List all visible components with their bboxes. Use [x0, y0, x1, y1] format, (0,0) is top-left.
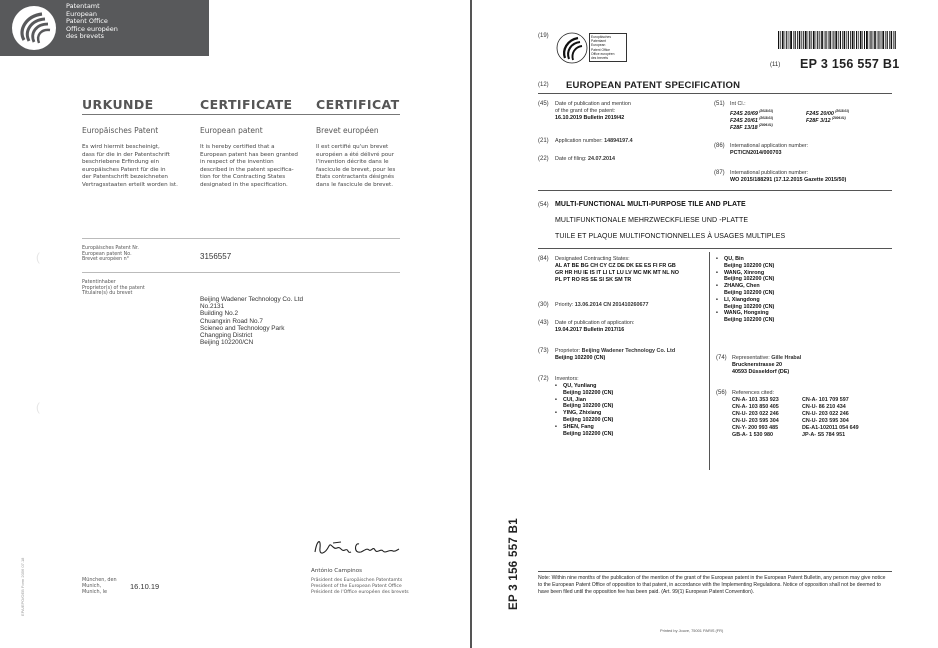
inventor-city: Beijing 102200 (CN): [724, 276, 775, 283]
reference-item: CN-U- 203 022 246: [732, 410, 779, 417]
intcl-entry: F24S 20/00 $^{(2018.01)}$: [806, 109, 850, 117]
certification-text-de: Es wird hiermit bescheinigt, dass für die in der Patentschrift beschriebene Erfindung ein europäisches Patent für die in der Patentschrift bezeichneten Vertragsstaaten erteilt worden ist.: [82, 144, 178, 188]
reference-item: CN-U- 203 022 246: [802, 410, 849, 417]
subheading-fr: Brevet européen: [316, 126, 379, 135]
office-name-line: European: [66, 9, 97, 18]
inid-84: (84): [538, 256, 549, 262]
office-name-line: Patentamt: [66, 2, 100, 10]
intl-application-number: PCT/CN2014/000703: [730, 150, 782, 156]
signature-image: [311, 534, 401, 560]
certification-text-en: It is hereby certified that a European patent has been granted in respect of the invention described in the patent specifica- tion for the Contracting States designated in the specification.: [200, 144, 298, 188]
intl-application-label: International application number:: [730, 143, 809, 149]
inid-51: (51): [714, 101, 725, 107]
certification-text-fr: Il est certifié qu'un brevet européen a été délivré pour l'invention décrite dans le fascicule de brevet, pour les Etats contractants désignés dans le fascicule de brevet.: [316, 144, 396, 188]
inid-43: (43): [538, 320, 549, 326]
priority: Priority: 13.06.2014 CN 201410260677: [555, 302, 649, 308]
reference-item: CN-Y- 200 993 485: [732, 424, 779, 431]
reference-item: CN-A- 101 709 597: [802, 397, 849, 403]
subheading-de: Europäisches Patent: [82, 126, 159, 135]
intcl-entry: F28F 13/18 $^{(2006.01)}$: [730, 123, 773, 131]
inid-12: (12): [538, 82, 549, 88]
references-left: [732, 397, 779, 438]
inventor-item: • ZHANG, Chen: [716, 283, 760, 290]
opposition-note: Note: Within nine months of the publication of the mention of the grant of the European patent in the European Patent Bulletin, any person may give notice to the European Patent Office of opposition to that patent, in accordance with the Implementing Regulations. Notice of opposition shall not be deemed to have been filed until the opposition fee has been paid. (Art. 99(1) European Patent Convention).: [538, 575, 886, 596]
designated-states-label: Designated Contracting States:: [555, 256, 630, 262]
inid-22: (22): [538, 156, 549, 162]
inventor-item: • QU, Yunliang: [555, 383, 597, 389]
application-number: Application number: 14894197.4: [555, 138, 633, 144]
inid-56: (56): [716, 390, 727, 396]
scan-mark-icon: (: [36, 400, 40, 414]
grant-value: 16.10.2019 Bulletin 2019/42: [555, 115, 625, 121]
intcl-entry: F24S 20/69 $^{(2018.01)}$: [730, 109, 774, 117]
title-de: MULTIFUNKTIONALE MEHRZWECKFLIESE UND -PLATTE: [555, 217, 749, 224]
reference-item: CN-A- 103 850 405: [732, 403, 779, 410]
inventor-city: Beijing 102200 (CN): [563, 416, 614, 423]
inventor-item: • QU, Bin: [716, 256, 744, 262]
inventor-city: Beijing 102200 (CN): [563, 389, 614, 396]
proprietor-city: Beijing 102200 (CN): [555, 355, 606, 361]
epo-header-banner: [0, 0, 209, 56]
printer-line: Printed by Jouve, 75001 PARIS (FR): [660, 628, 724, 633]
inid-72: (72): [538, 376, 549, 382]
application-publication-value: 19.04.2017 Bulletin 2017/16: [555, 327, 625, 333]
subheading-en: European patent: [200, 126, 263, 135]
reference-item: JP-A- S5 784 951: [802, 431, 846, 438]
inventor-city: Beijing 102200 (CN): [724, 317, 775, 324]
inventor-item: • WANG, Hongxing: [716, 310, 769, 317]
inid-11: (11): [770, 62, 781, 68]
epo-small-logo: [556, 31, 628, 65]
scan-mark-icon: (: [36, 250, 40, 264]
inventor-item: • YING, Zhixiang: [555, 410, 602, 417]
section-rule: [538, 248, 892, 249]
title-fr: TUILE ET PLAQUE MULTIFONCTIONNELLES À USAGES MULTIPLES: [555, 233, 786, 240]
inid-30: (30): [538, 302, 549, 308]
vertical-publication-number: EP 3 156 557 B1: [508, 518, 520, 610]
inventor-item: • SHEN, Fang: [555, 423, 594, 430]
publication-number: EP 3 156 557 B1: [800, 57, 900, 71]
epo-logo-icon: [8, 4, 60, 52]
references-label: References cited:: [732, 390, 774, 396]
filing-date: Date of filing: 24.07.2014: [555, 156, 615, 162]
date-label: München, den Munich, Munich, le: [82, 577, 117, 595]
representative-address: Brucknerstrasse 20 40593 Düsseldorf (DE): [732, 362, 790, 375]
column-rule: [709, 252, 710, 470]
title-en: MULTI-FUNCTIONAL MULTI-PURPOSE TILE AND PLATE: [555, 201, 746, 208]
inid-86: (86): [714, 143, 725, 149]
signatory-titles: Präsident des Europäischen Patentamts President of the European Patent Office Président de l'Office européen des brevets: [311, 578, 409, 595]
proprietor-address: Beijing Wadener Technology Co. Ltd No.2131 Building No.2 Chuangxin Road No.7 Scieneo and Technology Park Changping District Beijing 102200/CN: [200, 296, 304, 347]
proprietor: Proprietor: Beijing Wadener Technology Co. Ltd: [555, 348, 676, 354]
intcl-entry: F24S 20/61 $^{(2018.01)}$: [730, 116, 774, 124]
field-divider: [82, 272, 400, 273]
office-name-line: Patent Office: [66, 17, 108, 26]
heading-de: URKUNDE: [82, 97, 154, 112]
heading-en: CERTIFICATE: [200, 97, 293, 112]
field-divider: [82, 238, 400, 239]
patent-number-label: Europäisches Patent Nr. European patent No. Brevet européen n°: [82, 246, 139, 263]
inid-45: (45): [538, 101, 549, 107]
representative: Representative: Gille Hrabal: [732, 355, 802, 361]
inventor-city: Beijing 102200 (CN): [724, 262, 775, 269]
patent-number-value: 3156557: [200, 252, 232, 261]
heading-divider: [82, 114, 400, 115]
reference-item: CN-A- 101 353 923: [732, 397, 779, 403]
office-name-line: Office européen: [66, 24, 118, 33]
inid-87: (87): [714, 170, 725, 176]
reference-item: CN-U- 203 595 304: [802, 417, 849, 424]
inventor-item: • LI, Xiangdong: [716, 296, 760, 303]
reference-item: CN-U- 203 595 304: [732, 417, 779, 424]
intcl-entry: F28F 3/12 $^{(2006.01)}$: [806, 116, 846, 124]
note-rule: [538, 571, 892, 572]
application-publication-label: Date of publication of application:: [555, 320, 635, 326]
inventor-city: Beijing 102200 (CN): [724, 303, 775, 310]
inid-74: (74): [716, 355, 727, 361]
signatory-name: António Campinos: [311, 568, 363, 574]
inventors-left: [555, 383, 613, 437]
office-name: [66, 3, 118, 41]
inid-21: (21): [538, 138, 549, 144]
inventor-item: • CUI, Jian: [555, 396, 587, 403]
header-rule: [538, 93, 892, 94]
reference-item: CN-U- 86 210 434: [802, 403, 846, 410]
intl-publication-number: WO 2015/188291 (17.12.2015 Gazette 2015/50): [730, 177, 847, 183]
inventor-city: Beijing 102200 (CN): [724, 289, 775, 296]
inventors-label: Inventors:: [555, 376, 579, 382]
inventor-city: Beijing 102200 (CN): [563, 403, 614, 410]
reference-item: DE-A1-102011 054 649: [802, 424, 859, 431]
office-name-box: Europäisches Patentamt European Patent Office Office européen des brevets: [589, 33, 627, 62]
inventors-right: [716, 256, 774, 324]
epo-logo-icon: [556, 31, 588, 65]
intcl-label: Int Cl.:: [730, 101, 746, 107]
form-code: EPA/EPO/OEB Form 2056 07.18: [20, 557, 25, 616]
inventor-item: • WANG, Xinrong: [716, 269, 765, 276]
heading-fr: CERTIFICAT: [316, 97, 400, 112]
grant-label: Date of publication and mention of the grant of the patent:: [555, 101, 631, 114]
reference-item: GB-A- 1 530 980: [732, 431, 774, 438]
issue-date: 16.10.19: [130, 582, 160, 591]
inid-73: (73): [538, 348, 549, 354]
office-name-line: des brevets: [66, 32, 105, 41]
inid-54: (54): [538, 202, 549, 208]
designated-states: AL AT BE BG CH CY CZ DE DK EE ES FI FR GB GR HR HU IE IS IT LI LT LU LV MC MK MT NL NO PL PT RO RS SE SI SK SM TR: [555, 263, 679, 283]
inventor-city: Beijing 102200 (CN): [563, 430, 614, 437]
barcode-icon: [778, 31, 896, 49]
references-right: [802, 397, 859, 438]
proprietor-label: Patentinhaber Proprietor(s) of the patent Titulaire(s) du brevet: [82, 280, 145, 297]
document-title: EUROPEAN PATENT SPECIFICATION: [566, 80, 741, 91]
intl-publication-label: International publication number:: [730, 170, 809, 176]
inid-19: (19): [538, 33, 549, 39]
section-rule: [538, 190, 892, 191]
